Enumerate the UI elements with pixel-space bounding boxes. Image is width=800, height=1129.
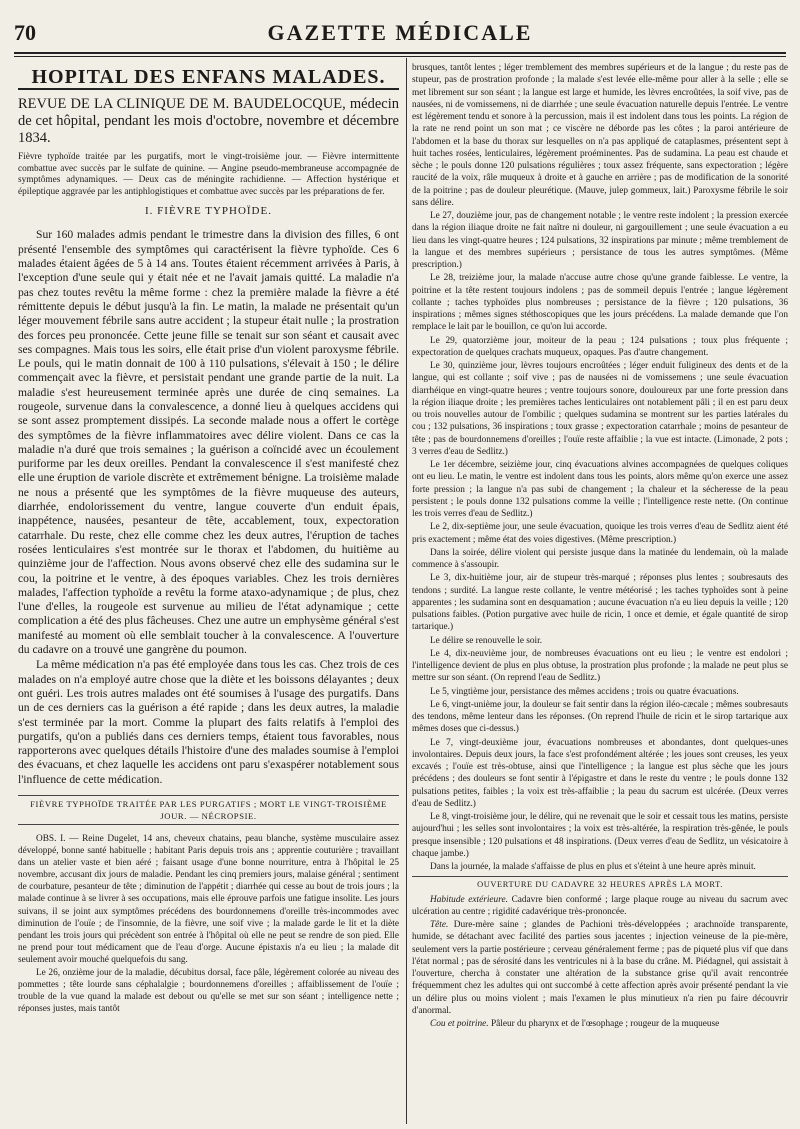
- paragraph: Dans la journée, la malade s'affaisse de plus en plus et s'éteint à une heure après minuit.: [430, 862, 756, 872]
- paragraph: Le 1er décembre, seizième jour, cinq évacuations alvines accompagnées de quelques coliques ont eu lieu. Le matin, le ventre est indolent dans tous les points, alors même qu'on exerce une assez forte pression ; la langue n'a pas subi de changement ; la chaleur et la sécheresse de la peau persistent ; le pouls donne 132 pulsations comme la veille ; l'intelligence reste nette. (On continue les trois verres d'eau de Sedlitz.): [412, 460, 788, 519]
- paragraph: Le 28, treizième jour, la malade n'accuse autre chose qu'une grande faiblesse. Le ventre, la poitrine et la tête restent toujours indolens ; pas de sommeil depuis l'entrée ; langue légèrement collante ; taches typhoïdes plus nombreuses ; persistance de la fièvre ; 120 pulsations, 36 inspirations ; mêmes signes stéthoscopiques que les jours précédens. La malade demande que l'on remplace le lait par le bouillon, ce qu'on lui accorde.: [412, 273, 788, 333]
- paragraph: Le 29, quatorzième jour, moiteur de la peau ; 124 pulsations ; toux plus fréquente ; expectoration de quelques crachats muqueux, opaques. Pas d'autre changement.: [412, 335, 788, 358]
- right-column: [412, 62, 788, 1124]
- header-rule-thin: [14, 56, 786, 57]
- autopsy-paragraph: [412, 919, 788, 1017]
- paragraph: brusques, tantôt lentes ; léger tremblement des membres supérieurs et de la langue ; du reste pas de stupeur, pas de prostration profonde ; la malade s'est levée elle-même pour aller à la selle ; elle se met librement sur son séant ; la langue est large et humide, les lèvres encroûtées, la soif vive, pas de nausées, ni de vomissemens, ni de diarrhée ; une seule évacuation naturelle depuis l'entrée. Le ventre est légèrement tendu et sonore à la percussion, mais il est indolent dans tous les points. La région de la rate ne rend point un son mat ; ce viscère ne déborde pas les côtes ; la paroi antérieure de l'abdomen et la base du thorax sur lesquelles on n'a pas appliqué de cataplasmes, présentent sept à huit taches rosées, lenticulaires, légèrement proéminentes. Pas de sudamina. La peau est chaude et sèche ; le pouls donne 120 pulsations régulières ; toux assez fréquente, sans expectoration ; légère raucité de la voix, râle muqueux à droite et à gauche en arrière ; pas de modification de la sonorité de la poitrine ; pas de douleur pleurétique. (Mauve, julep gommeux, lait.) Paroxysme fébrile le soir sans délire.: [412, 63, 788, 208]
- paragraph: Le 30, quinzième jour, lèvres toujours encroûtées ; léger enduit fuligineux des dents et de la langue, qui est collante ; soif vive ; pas de nausées ni de vomissemens ; une seule évacuation diarrhéique en vingt-quatre heures ; ventre toujours sonore, douloureux par une forte pression dans la région iliaque droite ; les premières taches lenticulaires ont notablement pâli ; il en est paru deux ou trois nouvelles autour de l'ombilic ; quelques sudamina se montrent sur les parties latérales du cou ; 132 pulsations, 36 inspirations ; toux grasse ; expectoration catarrhale ; moins de pesanteur de tête ; pas de bourdonnemens d'oreilles ; l'ouïe reste affaiblie ; la vue est intacte. (Limonade, 2 pots ; 3 verres d'eau de Sedlitz.): [412, 361, 788, 457]
- page-header: [14, 14, 786, 52]
- paragraph: Le 5, vingtième jour, persistance des mêmes accidens ; trois ou quatre évacuations.: [430, 686, 739, 697]
- paragraph: Le 6, vingt-unième jour, la douleur se fait sentir dans la région iléo-cæcale ; mêmes soubresauts des tendons, même lenteur dans les réponses. (On reprend l'huile de ricin et le sirop tartarique aux mêmes doses que ci-dessus.): [412, 699, 788, 735]
- autopsy-heading: OUVERTURE DU CADAVRE 32 HEURES APRÈS LA MORT.: [412, 876, 788, 891]
- paragraph: Sur 160 malades admis pendant le trimestre dans la division des filles, 6 ont présenté l'ensemble des symptômes qui caractérisent la fièvre typhoïde. Ces 6 malades étaient âgées de 5 à 14 ans. Toutes étaient récemment arrivées à Paris, à l'exception d'une seule qui y était née et ne l'avait jamais quitté. La maladie n'a pas chez toutes revêtu la même forme : chez la première malade la fièvre a été rémittente depuis le début jusqu'à la fin. Le matin, la malade ne présentait qu'un léger mouvement fébrile sans autre accident ; la stupeur était nulle ; la prostration des forces peu prononcée. Cette jeune fille se tenait sur son séant et causait avec ses compagnes. Mais tous les soirs, elle était prise d'un violent paroxysme fébrile. Le pouls, qui le matin donnait de 100 à 110 pulsations, s'élevait à 150 ; le délire commençait avec la fièvre, et persistait pendant une grande partie de la nuit. La maladie s'est heureusement terminée après une durée de cinq semaines. La rougeole, survenue dans la convalescence, a donné lieu à quelques accidens qui se sont assez promptement dissipés. La seconde malade nous a offert le cortège des symptômes de la fièvre inflammatoires avec délire violent. Dans ce cas la maladie n'a duré que trois semaines ; la guérison a coïncidé avec un écoulement puriforme par les deux oreilles. Pendant la convalescence il s'est manifesté chez elle une éruption de variole discrète et extrêmement bénigne. La troisième malade ne nous a présenté que les symptômes de la fièvre muqueuse des auteurs, diarrhée, endolorissement du ventre, langue couverte d'un enduit épais, inappétence, nausées, pesanteur de tête, accablement, toux, expectoration catarrhale. Du reste, chez elle comme chez les deux autres, l'éruption de taches rosées lenticulaires s'est montrée sur le thorax et l'abdomen, du huitième au quinzième jour de l'affection. Nous avons observé chez elle des sudamina sur le cou, la poitrine et le ventre, à des époques variables. Chez les trois dernières malades, l'affection typhoïde a revêtu la forme ataxo-adynamique ; de plus, chez l'une d'elles, la rougeole est survenue au milieu de l'état adynamique ; cette complication a été des plus fâcheuses. Chez une autre un emphysème général s'est manifesté au moment où elle semblait toucher à la convalescence. A l'ouverture du cadavre on a trouvé une gangrène du poumon.: [18, 228, 399, 657]
- paragraph: Le 8, vingt-troisième jour, le délire, qui ne revenait que le soir et cessait tous les matins, persiste aujourd'hui ; les selles sont involontaires ; la voix est très-altérée, la respiration très-gênée, le pouls presque insensible ; 120 pulsations et 48 inspirations. (Deux verres d'eau de Sedlitz, un vésicatoire à chaque jambe.): [412, 812, 788, 859]
- section-heading: I. FIÈVRE TYPHOÏDE.: [145, 205, 272, 218]
- autopsy-text: Dure-mère saine ; glandes de Pachioni très-développées ; arachnoïde transparente, humide, se détachant avec facilité des parties sous jacentes ; injection veineuse de la pie-mère, seulement vers la partie postérieure ; cerveau généralement ferme ; pas de piqueté plus vif que dans l'état normal ; pas de sérosité dans les ventricules ni à la base du crâne. M. Piédagnel, qui assistait à l'ouverture, chercha à constater une altération de la substance grise qu'il avait rencontrée fréquemment chez les adultes qui ont succombé à cette affection après avoir présenté pendant la vie un délire plus ou moins violent ; mais l'examen le plus minutieux n'a rien pu faire découvrir d'anormal.: [412, 920, 788, 1016]
- article-summary: Fièvre typhoïde traitée par les purgatifs, mort le vingt-troisième jour. — Fièvre intermittente combattue avec succès par le sulfate de quinine. — Angine pseudo-membraneuse accompagnée de symptômes adynamiques. — Deux cas de méningite rachidienne. — Affection hystérique et épileptique aggravée par les antiphlogistiques et combattue avec succès par les préparations de fer.: [18, 152, 399, 197]
- page-number: 70: [14, 20, 36, 45]
- autopsy-label: Tête.: [430, 920, 449, 930]
- paragraph: Le 3, dix-huitième jour, air de stupeur très-marqué ; réponses plus lentes ; soubresauts des tendons ; surdité. La langue reste collante, le ventre météorisé ; les taches typhoïdes sont à peine apparentes ; les sudamina sont en desquamation ; aucune évacuation n'a eu lieu depuis la veille ; 120 pulsations faibles. (Potion purgative avec huile de ricin, 1 once et demie, et égale quantité de sirop tartarique.): [412, 573, 788, 633]
- header-rule: [14, 52, 786, 54]
- paragraph: Le délire se renouvelle le soir.: [430, 635, 543, 646]
- autopsy-text: Cadavre bien conformé ; large plaque rouge au niveau du sacrum avec ulcération au centre ; rigidité cadavérique très-prononcée.: [412, 894, 788, 917]
- autopsy-paragraph: [412, 1018, 788, 1030]
- autopsy-paragraph: [412, 894, 788, 919]
- paragraph: OBS. I. — Reine Dugelet, 14 ans, cheveux chatains, peau blanche, système musculaire assez développé, bonne santé habituelle ; habitant Paris depuis trois ans ; apprentie couturière ; travaillant dans un atelier vaste et bien aéré ; faisant usage d'une bonne nourriture, entra à l'hôpital le 25 novembre, accusant dix jours de maladie. Pendant les cinq premiers jours, malaise général ; sentiment de courbature, pesanteur de tête ; diminution de l'appétit ; diarrhée qui cesse au bout de trois jours ; la malade continue à se livrer à ses occupations, mais elle éprouve parfois une fatigue insolite. Les jours suivans, il se joint aux symptômes précédens des bourdonnemens d'oreille très-incommodes avec diminution de l'ouïe ; de l'insomnie, de la fièvre, une soif vive ; la malade garde le lit et la diète pendant les trois jours qui précèdent son entrée à l'hôpital où elle ne peut se rendre de son pied. Elle ne prend pour tout médicament que de l'eau d'orge. Aucune épistaxis n'a eu lieu ; la malade dit seulement avoir mouché quelquefois du sang.: [18, 834, 399, 965]
- journal-title: GAZETTE MÉDICALE: [267, 20, 533, 45]
- autopsy-text: Pâleur du pharynx et de l'œsophage ; rougeur de la muqueuse: [488, 1019, 720, 1029]
- article-body: [18, 228, 399, 787]
- left-column: [18, 62, 399, 1124]
- paragraph: Le 4, dix-neuvième jour, de nombreuses évacuations ont eu lieu ; le ventre est endolori ; l'intelligence devient de plus en plus obtuse, la prostration plus profonde ; la malade ne peut plus se mettre sur son séant. (On reprend l'eau de Sedlitz.): [412, 648, 788, 684]
- article-subtitle: REVUE DE LA CLINIQUE DE M. BAUDELOCQUE, médecin de cet hôpital, pendant les mois d'octobre, novembre et décembre 1834.: [18, 96, 399, 147]
- column-divider: [406, 58, 407, 1124]
- autopsy-label: Cou et poitrine.: [430, 1019, 489, 1029]
- paragraph: Dans la soirée, délire violent qui persiste jusque dans la matinée du lendemain, où la malade commence à s'assoupir.: [412, 547, 788, 570]
- paragraph: Le 7, vingt-deuxième jour, évacuations nombreuses et abondantes, dont quelques-unes involontaires. Depuis deux jours, la face s'est profondément altérée ; les joues sont creuses, les yeux excavés ; l'ouïe est très-obtuse, ainsi que l'intelligence ; la langue est plus sèche que les jours précédens ; des douleurs se font sentir à l'épigastre et dans le reste du ventre ; le pouls donne 132 pulsations petites, faibles ; la voix est très-affaiblie ; la peau du sacrum est ulcérée. (Deux verres d'eau de Sedlitz.): [412, 737, 788, 809]
- paragraph: Le 2, dix-septième jour, une seule évacuation, quoique les trois verres d'eau de Sedlitz aient été pris exactement ; même état des voies digestives. (Même prescription.): [412, 522, 788, 545]
- paragraph: Le 27, douzième jour, pas de changement notable ; le ventre reste indolent ; la pression exercée dans la région iliaque droite ne fait naître ni douleur, ni gargouillement ; une seule évacuation a eu lieu dans les vingt-quatre heures ; 124 pulsations, 32 inspirations par minute ; même tremblement de la langue et des membres supérieurs ; persistance de tous les autres symptômes. (Même prescription.): [412, 211, 788, 270]
- observation-body: [18, 833, 399, 1015]
- observation-heading: FIÈVRE TYPHOÏDE TRAITÉE PAR LES PURGATIFS ; MORT LE VINGT-TROISIÈME JOUR. — NÉCROPSIE.: [18, 795, 399, 825]
- autopsy-label: Habitude extérieure.: [430, 894, 508, 905]
- paragraph: La même médication n'a pas été employée dans tous les cas. Chez trois de ces malades on n'a employé autre chose que la diète et les boissons délayantes ; deux ont guéri. Les trois autres malades ont été soumises à l'usage des purgatifs. Dans un de ces derniers cas la guérison a été rapide ; dans les deux autres, la maladie s'est terminée par la mort. Comme la plupart des faits relatifs à l'emploi des purgatifs, qu'on a publiés dans ces derniers temps, étaient tous favorables, nous rapporterons avec quelques détails l'histoire d'une des malades soumise à l'emploi des évacuans, et chez laquelle les accidens ont paru s'exaspérer notablement sous l'influence de cette médication.: [18, 658, 399, 786]
- article-title: HOPITAL DES ENFANS MALADES.: [18, 70, 399, 90]
- paragraph: Le 26, onzième jour de la maladie, décubitus dorsal, face pâle, légèrement colorée au niveau des pommettes ; tête lourde sans céphalalgie ; bourdonnemens d'oreilles ; affaiblissement de l'ouïe ; trouble de la vue quand la malade est debout ou qu'elle se met sur son séant ; intelligence nette ; réponses justes, mais tantôt: [18, 968, 399, 1015]
